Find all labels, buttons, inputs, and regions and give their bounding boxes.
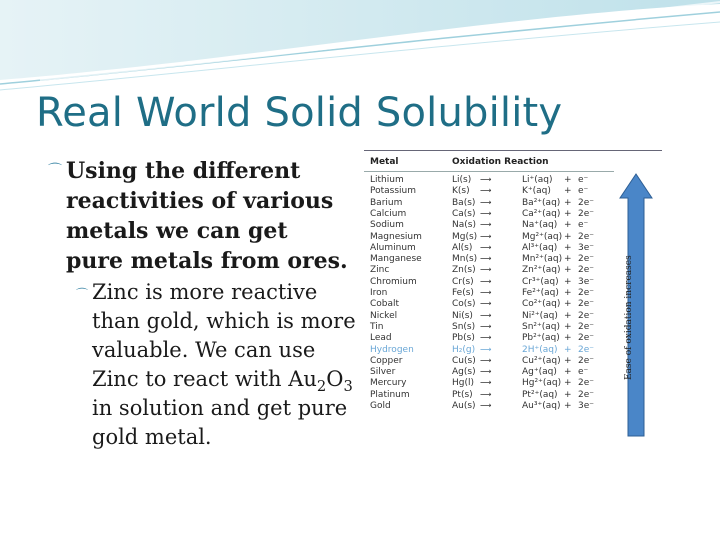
metal-name: Silver — [370, 367, 396, 378]
product-ion: Ca²⁺(aq) — [522, 208, 561, 219]
plus-sign: + — [564, 231, 572, 242]
metal-name: Cobalt — [370, 299, 400, 310]
bullet-text-zinc-part2: in solution and get pure gold metal. — [92, 396, 348, 449]
arrow-icon: ⟶ — [480, 378, 492, 388]
reactant: K(s) — [452, 186, 470, 197]
bullet-list — [48, 156, 356, 452]
arrow-icon: ⟶ — [480, 175, 492, 184]
reactant: Hg(l) — [452, 378, 475, 389]
plus-sign: + — [564, 389, 572, 400]
reactant: Co(s) — [452, 299, 476, 310]
arrow-icon: ⟶ — [480, 276, 492, 286]
reactant: Ag(s) — [452, 367, 476, 378]
product-ion: Pb²⁺(aq) — [522, 333, 560, 344]
product-ion: Ag⁺(aq) — [522, 367, 557, 378]
metal-name: Gold — [370, 401, 391, 411]
metal-name: Lead — [370, 333, 392, 344]
electrons: 3e⁻ — [578, 276, 595, 287]
plus-sign: + — [564, 401, 572, 411]
arrow-icon: ⟶ — [480, 231, 492, 241]
table-row — [364, 186, 614, 197]
reactant: Pb(s) — [452, 333, 475, 344]
table-row — [364, 175, 614, 186]
product-ion: Au³⁺(aq) — [522, 401, 561, 411]
bullet-text-zinc-part1: Zinc is more reactive than gold, which is more valuable. We can use Zinc to react with Au — [92, 280, 356, 391]
plus-sign: + — [564, 333, 572, 344]
arrow-icon: ⟶ — [480, 389, 492, 399]
electrons: 2e⁻ — [578, 265, 595, 276]
metal-name: Calcium — [370, 208, 407, 219]
plus-sign: + — [564, 355, 572, 366]
electrons: e⁻ — [578, 367, 589, 378]
reactant: Fe(s) — [452, 288, 474, 298]
table-row — [364, 322, 614, 333]
product-ion: Li⁺(aq) — [522, 175, 553, 185]
metal-name: Platinum — [370, 389, 410, 400]
table-row — [364, 198, 614, 209]
electrons: 3e⁻ — [578, 242, 595, 253]
metal-name: Magnesium — [370, 231, 422, 242]
ease-of-oxidation-arrow-icon — [616, 172, 656, 440]
arrow-icon: ⟶ — [480, 220, 492, 230]
reactant: Li(s) — [452, 175, 472, 185]
reactant: Zn(s) — [452, 265, 476, 276]
electrons: e⁻ — [578, 186, 589, 197]
table-row — [364, 232, 614, 243]
arrow-icon: ⟶ — [480, 254, 492, 264]
table-row — [364, 356, 614, 367]
plus-sign: + — [564, 265, 572, 276]
product-ion: Al³⁺(aq) — [522, 242, 558, 253]
header-metal: Metal — [370, 157, 399, 167]
bullet-marker-icon: ⌒ — [48, 163, 62, 179]
plus-sign: + — [564, 208, 572, 219]
bullet-text-oxygen: O — [326, 367, 344, 391]
slide-title: Real World Solid Solubility — [36, 90, 563, 136]
reactant: Sn(s) — [452, 321, 476, 332]
arrow-icon: ⟶ — [480, 310, 492, 320]
product-ion: Mg²⁺(aq) — [522, 231, 563, 242]
electrons: 2e⁻ — [578, 355, 595, 366]
plus-sign: + — [564, 254, 572, 265]
table-row — [364, 378, 614, 389]
product-ion: Cr³⁺(aq) — [522, 276, 559, 287]
product-ion: Hg²⁺(aq) — [522, 378, 562, 389]
product-ion: Fe²⁺(aq) — [522, 288, 559, 298]
reactant: Ca(s) — [452, 208, 476, 219]
reactant: Cu(s) — [452, 355, 476, 366]
metal-name: Iron — [370, 288, 388, 298]
reactant: Pt(s) — [452, 389, 473, 400]
plus-sign: + — [564, 197, 572, 208]
product-ion: Na⁺(aq) — [522, 220, 558, 231]
arrow-icon: ⟶ — [480, 367, 492, 377]
electrons: 2e⁻ — [578, 378, 595, 389]
metal-name: Zinc — [370, 265, 390, 276]
table-row — [364, 367, 614, 378]
product-ion: Pt²⁺(aq) — [522, 389, 558, 400]
electrons: 2e⁻ — [578, 197, 595, 208]
arrow-icon: ⟶ — [480, 186, 492, 196]
plus-sign: + — [564, 175, 572, 185]
product-ion: Zn²⁺(aq) — [522, 265, 561, 276]
metal-name: Mercury — [370, 378, 407, 389]
product-ion: Ni²⁺(aq) — [522, 310, 558, 321]
activity-series-table — [364, 150, 664, 450]
electrons: e⁻ — [578, 220, 589, 231]
reactant: Ni(s) — [452, 310, 473, 321]
table-row — [364, 220, 614, 231]
plus-sign: + — [564, 310, 572, 321]
metal-name: Potassium — [370, 186, 417, 197]
table-row — [364, 345, 614, 356]
table-row — [364, 254, 614, 265]
product-ion: Ba²⁺(aq) — [522, 197, 561, 208]
table-row — [364, 299, 614, 310]
subscript-2: 2 — [316, 378, 327, 396]
plus-sign: + — [564, 242, 572, 253]
plus-sign: + — [564, 220, 572, 231]
bullet-text-reactivities: Using the different reactivities of various metals we can get pure metals from ores. — [66, 158, 348, 274]
arrow-icon: ⟶ — [480, 242, 492, 252]
electrons: e⁻ — [578, 175, 589, 185]
electrons: 2e⁻ — [578, 344, 595, 355]
electrons: 3e⁻ — [578, 401, 595, 411]
metal-name: Nickel — [370, 310, 398, 321]
reactant: H₂(g) — [452, 344, 476, 355]
table-row — [364, 333, 614, 344]
arrow-icon: ⟶ — [480, 321, 492, 331]
bullet-level-1 — [48, 156, 348, 276]
plus-sign: + — [564, 321, 572, 332]
reactant: Cr(s) — [452, 276, 474, 287]
metal-name: Aluminum — [370, 242, 416, 253]
arrow-icon: ⟶ — [480, 288, 492, 297]
arrow-icon: ⟶ — [480, 208, 492, 218]
subscript-3: 3 — [343, 378, 353, 396]
metal-name: Lithium — [370, 175, 404, 185]
electrons: 2e⁻ — [578, 299, 595, 310]
arrow-icon: ⟶ — [480, 401, 492, 410]
reactant: Mg(s) — [452, 231, 478, 242]
bullet-level-2 — [76, 278, 362, 452]
table-row — [364, 401, 614, 412]
product-ion: Co²⁺(aq) — [522, 299, 561, 310]
plus-sign: + — [564, 186, 572, 197]
arrow-icon: ⟶ — [480, 355, 492, 365]
table-row — [364, 277, 614, 288]
table-row — [364, 288, 614, 299]
metal-name: Hydrogen — [370, 344, 414, 355]
electrons: 2e⁻ — [578, 310, 595, 321]
electrons: 2e⁻ — [578, 321, 595, 332]
arrow-icon: ⟶ — [480, 344, 492, 354]
metal-name: Tin — [370, 321, 384, 332]
arrow-icon: ⟶ — [480, 197, 492, 207]
electrons: 2e⁻ — [578, 254, 595, 265]
metal-name: Sodium — [370, 220, 404, 231]
arrow-icon: ⟶ — [480, 299, 492, 309]
plus-sign: + — [564, 299, 572, 310]
header-rule — [364, 171, 614, 172]
reactant: Al(s) — [452, 242, 473, 253]
reactant: Mn(s) — [452, 254, 478, 265]
arrow-icon: ⟶ — [480, 333, 492, 343]
plus-sign: + — [564, 288, 572, 298]
plus-sign: + — [564, 276, 572, 287]
metal-name: Manganese — [370, 254, 422, 265]
plus-sign: + — [564, 378, 572, 389]
metal-name: Barium — [370, 197, 403, 208]
table-row — [364, 265, 614, 276]
electrons: 2e⁻ — [578, 389, 595, 400]
electrons: 2e⁻ — [578, 288, 595, 298]
metal-name: Chromium — [370, 276, 417, 287]
reactant: Na(s) — [452, 220, 476, 231]
product-ion: 2H⁺(aq) — [522, 344, 558, 355]
arrow-icon: ⟶ — [480, 265, 492, 275]
table-row — [364, 209, 614, 220]
table-row — [364, 311, 614, 322]
reactant: Au(s) — [452, 401, 476, 411]
table-row — [364, 390, 614, 401]
electrons: 2e⁻ — [578, 208, 595, 219]
header-oxidation-reaction: Oxidation Reaction — [452, 157, 549, 167]
table-top-rule — [364, 150, 662, 151]
product-ion: Cu²⁺(aq) — [522, 355, 561, 366]
metal-name: Copper — [370, 355, 403, 366]
plus-sign: + — [564, 344, 572, 355]
plus-sign: + — [564, 367, 572, 378]
electrons: 2e⁻ — [578, 231, 595, 242]
product-ion: Mn²⁺(aq) — [522, 254, 563, 265]
reactant: Ba(s) — [452, 197, 476, 208]
ease-of-oxidation-label: Ease of oxidation increases — [624, 255, 634, 380]
product-ion: Sn²⁺(aq) — [522, 321, 561, 332]
table-row — [364, 243, 614, 254]
header-swoosh-decoration — [0, 0, 720, 100]
bullet-marker-icon: ⌒ — [76, 287, 89, 301]
electrons: 2e⁻ — [578, 333, 595, 344]
product-ion: K⁺(aq) — [522, 186, 551, 197]
